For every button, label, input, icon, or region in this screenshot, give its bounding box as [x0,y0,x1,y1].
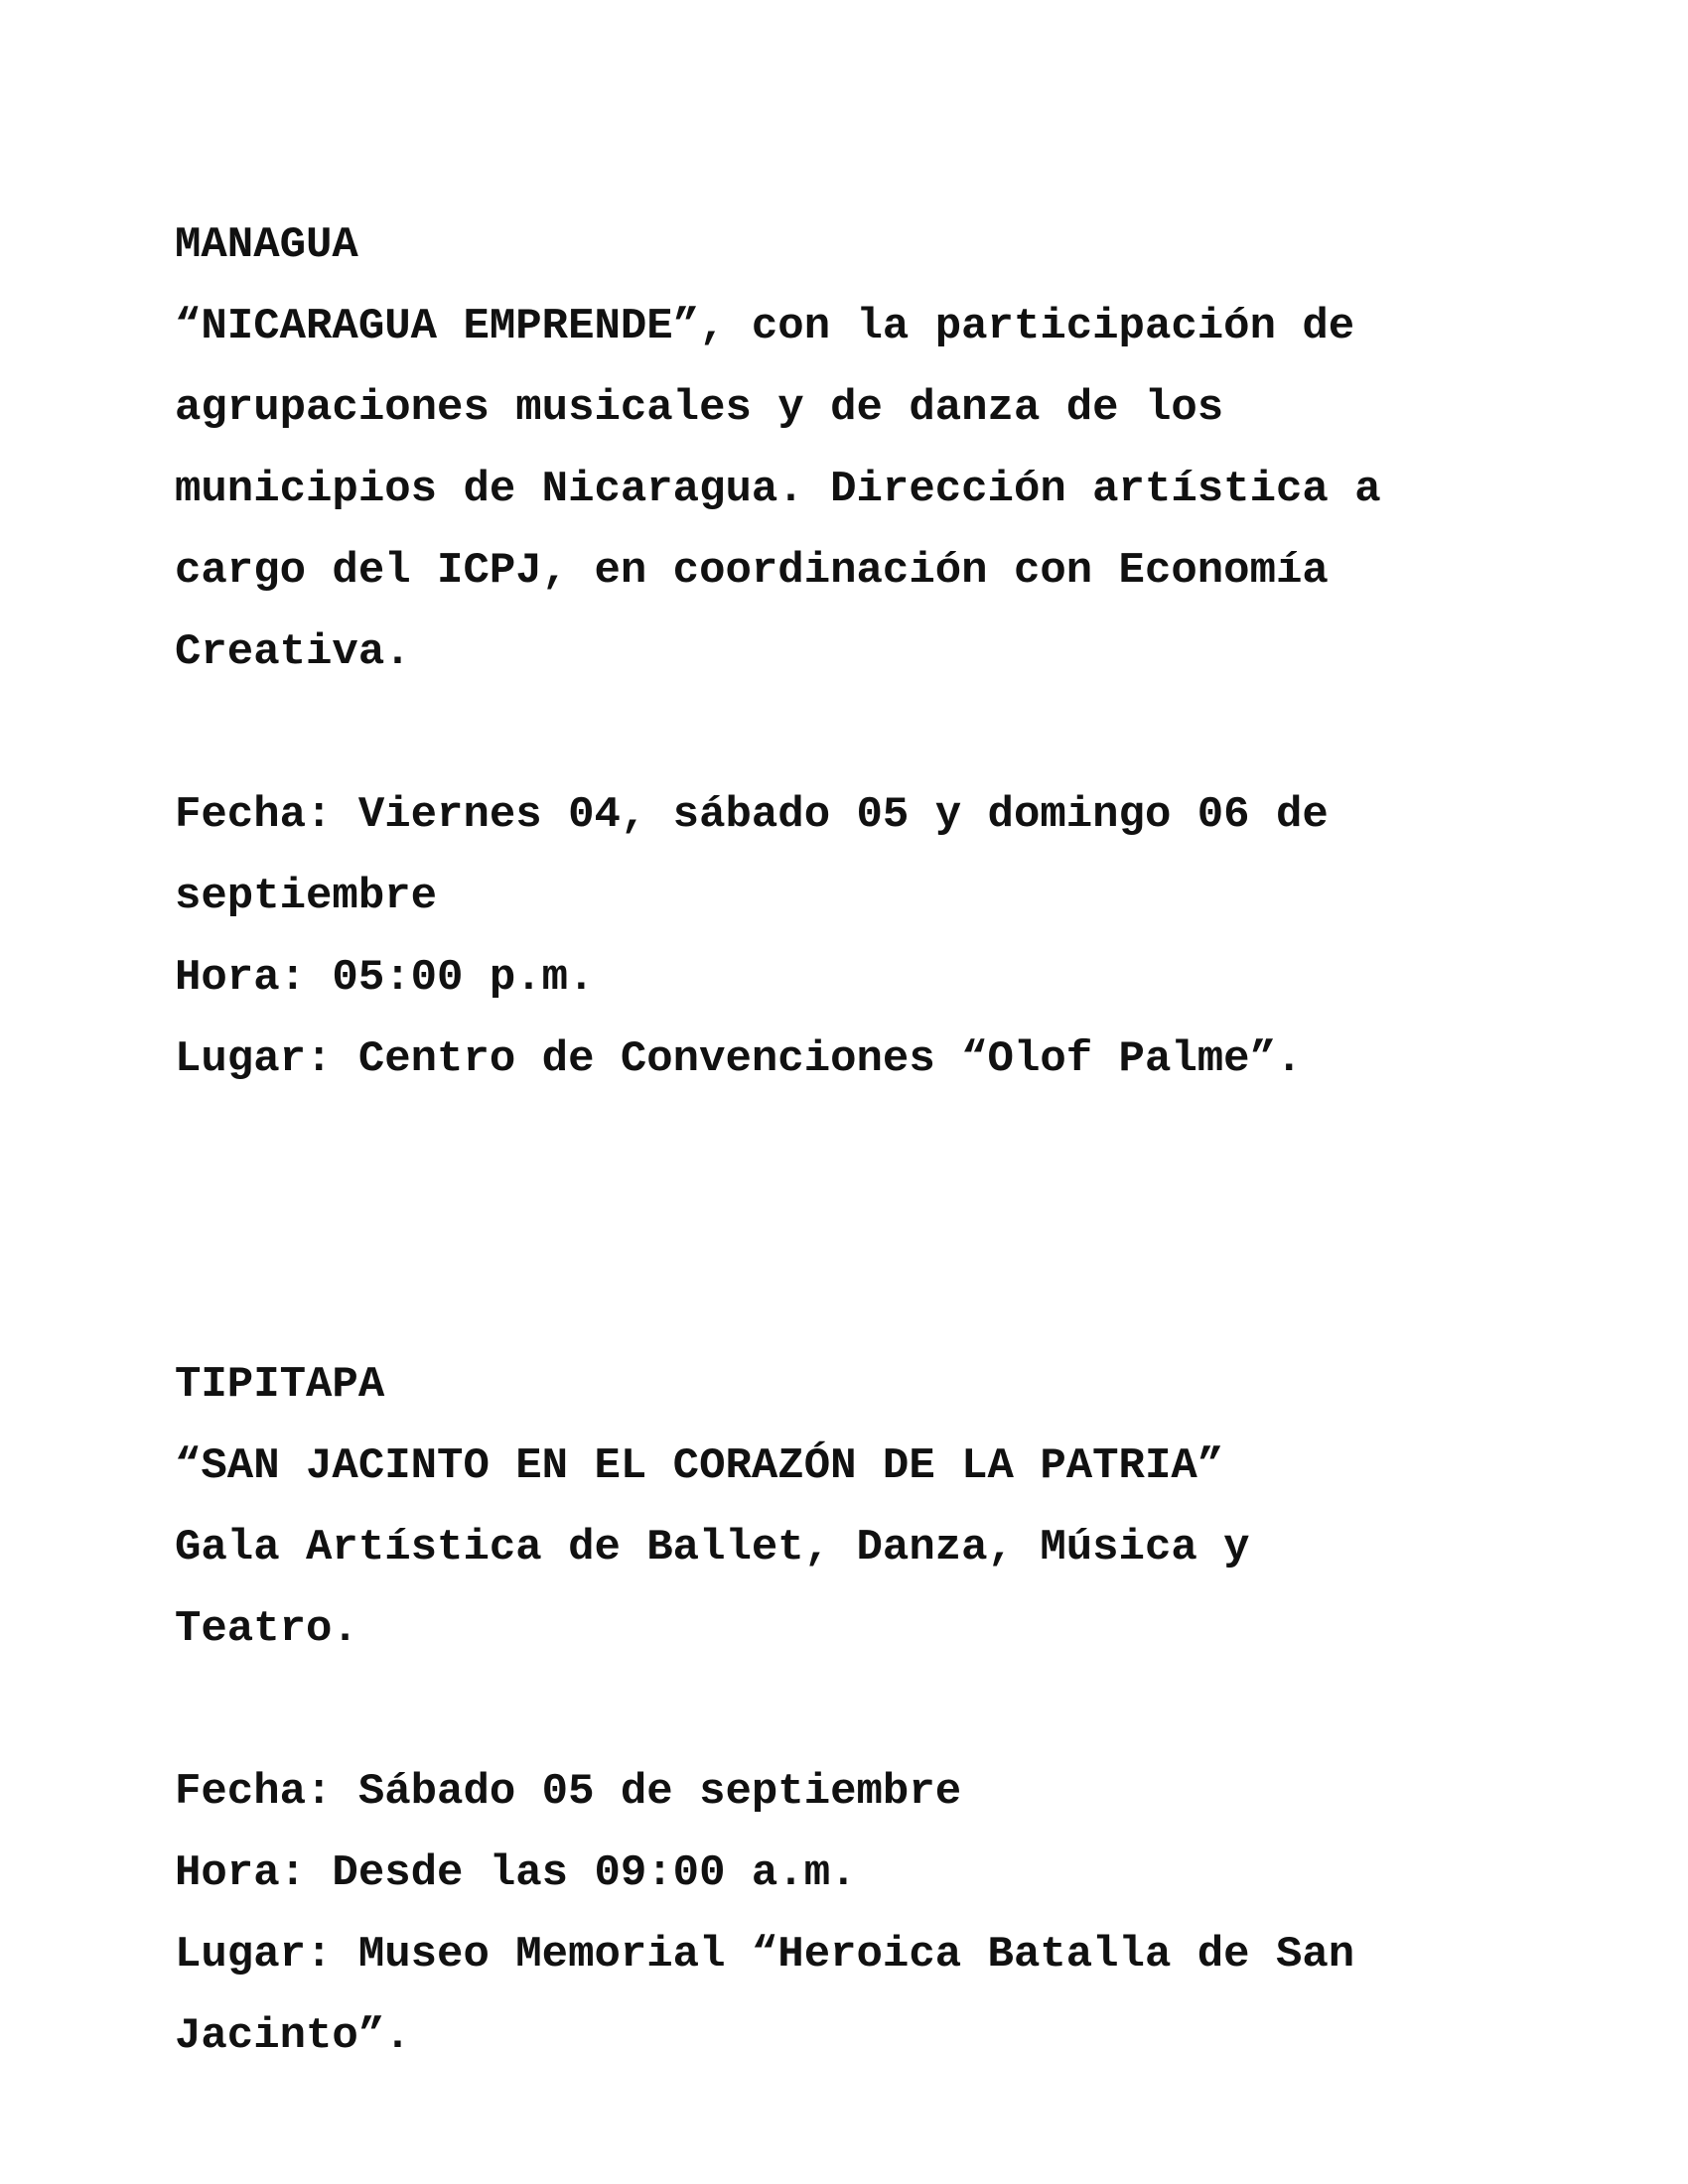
event-description-line: “NICARAGUA EMPRENDE”, con la participación de [175,302,1355,351]
section-heading-managua: MANAGUA [175,220,358,270]
event-description-line: municipios de Nicaragua. Dirección artística a [175,465,1381,514]
event-description-line: Teatro. [175,1604,358,1654]
event-description-line: cargo del ICPJ, en coordinación con Economía [175,546,1329,596]
event-time-line: Hora: 05:00 p.m. [175,953,595,1003]
event-description-line: “SAN JACINTO EN EL CORAZÓN DE LA PATRIA” [175,1441,1224,1491]
event-place-line: Jacinto”. [175,2011,411,2061]
event-date-line: Fecha: Viernes 04, sábado 05 y domingo 06 de [175,790,1329,840]
event-description-line: Gala Artística de Ballet, Danza, Música y [175,1523,1250,1572]
event-date-line: Fecha: Sábado 05 de septiembre [175,1767,962,1817]
event-description-line: agrupaciones musicales y de danza de los [175,383,1224,433]
event-place-line: Lugar: Centro de Convenciones “Olof Palme”. [175,1034,1303,1084]
event-date-line: septiembre [175,872,438,921]
section-heading-tipitapa: TIPITAPA [175,1360,385,1410]
event-place-line: Lugar: Museo Memorial “Heroica Batalla de San [175,1930,1355,1979]
event-description-line: Creativa. [175,627,411,677]
event-time-line: Hora: Desde las 09:00 a.m. [175,1848,857,1898]
